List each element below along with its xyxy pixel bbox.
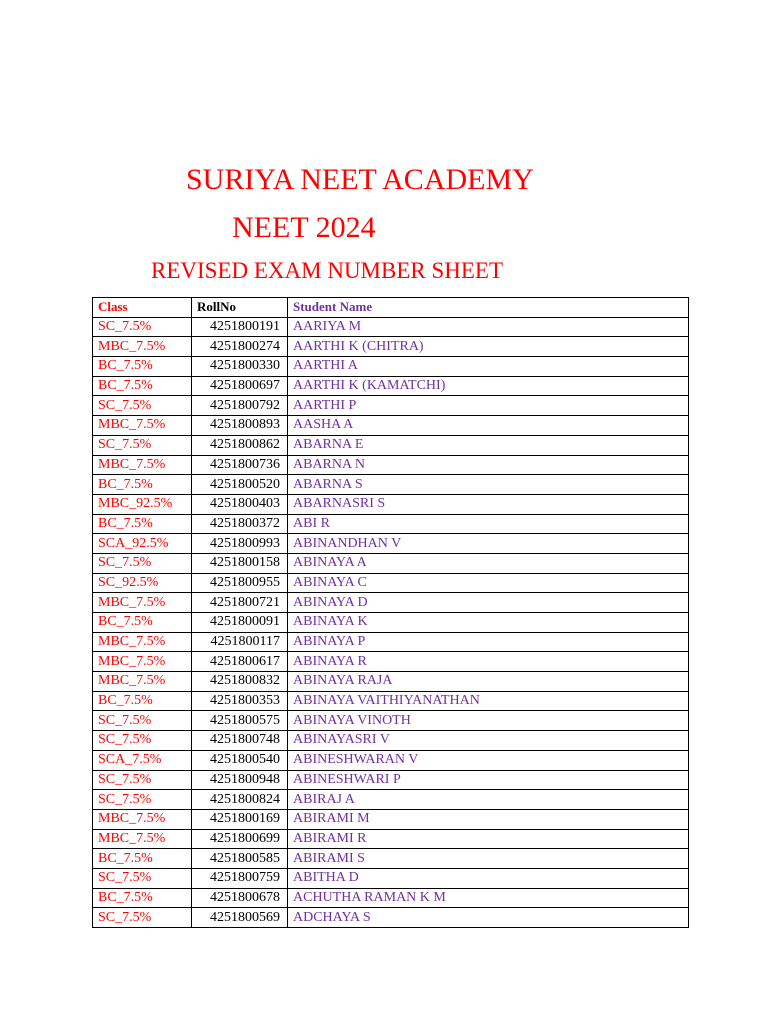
student-name-cell: AARTHI A [288, 357, 689, 377]
table-row [93, 357, 689, 377]
class-cell: BC_7.5% [93, 376, 192, 396]
table-row [93, 908, 689, 928]
class-cell: BC_7.5% [93, 514, 192, 534]
student-name-cell: ABIRAMI R [288, 829, 689, 849]
table-row [93, 691, 689, 711]
table-row [93, 711, 689, 731]
class-cell: MBC_7.5% [93, 632, 192, 652]
table-row [93, 534, 689, 554]
class-cell: MBC_7.5% [93, 829, 192, 849]
student-name-cell: ADCHAYA S [288, 908, 689, 928]
class-cell: MBC_92.5% [93, 494, 192, 514]
rollno-cell: 4251800699 [192, 829, 288, 849]
student-name-cell: AARTHI P [288, 396, 689, 416]
table-row [93, 376, 689, 396]
rollno-cell: 4251800824 [192, 790, 288, 810]
class-cell: SC_7.5% [93, 868, 192, 888]
rollno-cell: 4251800403 [192, 494, 288, 514]
student-name-cell: ABARNASRI S [288, 494, 689, 514]
rollno-cell: 4251800569 [192, 908, 288, 928]
class-cell: SC_7.5% [93, 790, 192, 810]
class-cell: BC_7.5% [93, 475, 192, 495]
rollno-cell: 4251800748 [192, 731, 288, 751]
rollno-cell: 4251800893 [192, 416, 288, 436]
class-cell: MBC_7.5% [93, 672, 192, 692]
rollno-cell: 4251800862 [192, 435, 288, 455]
student-name-cell: ABIRAMI S [288, 849, 689, 869]
rollno-cell: 4251800721 [192, 593, 288, 613]
rollno-cell: 4251800736 [192, 455, 288, 475]
rollno-cell: 4251800353 [192, 691, 288, 711]
table-row [93, 672, 689, 692]
student-name-cell: AARIYA M [288, 317, 689, 337]
table-row [93, 337, 689, 357]
table-row [93, 514, 689, 534]
rollno-cell: 4251800993 [192, 534, 288, 554]
class-cell: SC_7.5% [93, 908, 192, 928]
rollno-cell: 4251800585 [192, 849, 288, 869]
rollno-cell: 4251800617 [192, 652, 288, 672]
student-name-cell: ABINAYA C [288, 573, 689, 593]
column-header-class: Class [93, 298, 192, 318]
student-name-cell: ABINESHWARI P [288, 770, 689, 790]
class-cell: SC_7.5% [93, 435, 192, 455]
student-name-cell: ABINESHWARAN V [288, 750, 689, 770]
student-name-cell: AASHA A [288, 416, 689, 436]
student-name-cell: ABINAYA D [288, 593, 689, 613]
student-name-cell: ABINAYA RAJA [288, 672, 689, 692]
student-name-cell: ABINAYASRI V [288, 731, 689, 751]
class-cell: BC_7.5% [93, 888, 192, 908]
table-row [93, 396, 689, 416]
student-name-cell: ABINAYA P [288, 632, 689, 652]
table-row [93, 494, 689, 514]
table-row [93, 553, 689, 573]
class-cell: SC_7.5% [93, 711, 192, 731]
rollno-cell: 4251800575 [192, 711, 288, 731]
student-name-cell: ABI R [288, 514, 689, 534]
class-cell: MBC_7.5% [93, 652, 192, 672]
table-row [93, 416, 689, 436]
student-name-cell: ABINAYA A [288, 553, 689, 573]
table-row [93, 829, 689, 849]
class-cell: MBC_7.5% [93, 593, 192, 613]
table-row [93, 435, 689, 455]
class-cell: MBC_7.5% [93, 416, 192, 436]
table-row [93, 868, 689, 888]
student-name-cell: ABARNA N [288, 455, 689, 475]
exam-number-table [92, 297, 689, 928]
rollno-cell: 4251800955 [192, 573, 288, 593]
student-name-cell: ABINANDHAN V [288, 534, 689, 554]
rollno-cell: 4251800678 [192, 888, 288, 908]
class-cell: SC_7.5% [93, 317, 192, 337]
student-name-cell: ABIRAJ A [288, 790, 689, 810]
exam-title: NEET 2024 [232, 211, 376, 244]
table-row [93, 770, 689, 790]
class-cell: BC_7.5% [93, 691, 192, 711]
rollno-cell: 4251800372 [192, 514, 288, 534]
student-name-cell: ABIRAMI M [288, 809, 689, 829]
table-row [93, 849, 689, 869]
table-row [93, 888, 689, 908]
class-cell: SC_7.5% [93, 396, 192, 416]
student-name-cell: ABARNA E [288, 435, 689, 455]
rollno-cell: 4251800158 [192, 553, 288, 573]
class-cell: SC_7.5% [93, 553, 192, 573]
class-cell: SC_7.5% [93, 770, 192, 790]
rollno-cell: 4251800520 [192, 475, 288, 495]
table-row [93, 731, 689, 751]
table-row [93, 475, 689, 495]
rollno-cell: 4251800948 [192, 770, 288, 790]
rollno-cell: 4251800540 [192, 750, 288, 770]
student-name-cell: AARTHI K (KAMATCHI) [288, 376, 689, 396]
student-name-cell: ABINAYA VINOTH [288, 711, 689, 731]
table-body [93, 317, 689, 927]
class-cell: SCA_92.5% [93, 534, 192, 554]
rollno-cell: 4251800759 [192, 868, 288, 888]
table-row [93, 809, 689, 829]
class-cell: SC_92.5% [93, 573, 192, 593]
rollno-cell: 4251800274 [192, 337, 288, 357]
table-row [93, 573, 689, 593]
rollno-cell: 4251800117 [192, 632, 288, 652]
column-header-student-name: Student Name [288, 298, 689, 318]
table-row [93, 613, 689, 633]
rollno-cell: 4251800091 [192, 613, 288, 633]
rollno-cell: 4251800191 [192, 317, 288, 337]
table-row [93, 652, 689, 672]
class-cell: BC_7.5% [93, 849, 192, 869]
class-cell: BC_7.5% [93, 357, 192, 377]
class-cell: SC_7.5% [93, 731, 192, 751]
rollno-cell: 4251800169 [192, 809, 288, 829]
table-row [93, 750, 689, 770]
rollno-cell: 4251800697 [192, 376, 288, 396]
student-name-cell: ABARNA S [288, 475, 689, 495]
rollno-cell: 4251800832 [192, 672, 288, 692]
sheet-title: REVISED EXAM NUMBER SHEET [151, 258, 504, 283]
table-row [93, 317, 689, 337]
class-cell: MBC_7.5% [93, 337, 192, 357]
table-row [93, 632, 689, 652]
student-name-cell: ACHUTHA RAMAN K M [288, 888, 689, 908]
class-cell: BC_7.5% [93, 613, 192, 633]
student-name-cell: ABINAYA VAITHIYANATHAN [288, 691, 689, 711]
table-row [93, 790, 689, 810]
column-header-rollno: RollNo [192, 298, 288, 318]
student-name-cell: AARTHI K (CHITRA) [288, 337, 689, 357]
rollno-cell: 4251800792 [192, 396, 288, 416]
class-cell: MBC_7.5% [93, 455, 192, 475]
table-header-row [93, 298, 689, 318]
table-row [93, 593, 689, 613]
class-cell: MBC_7.5% [93, 809, 192, 829]
student-name-cell: ABINAYA R [288, 652, 689, 672]
student-name-cell: ABITHA D [288, 868, 689, 888]
table-row [93, 455, 689, 475]
academy-title: SURIYA NEET ACADEMY [186, 163, 534, 196]
class-cell: SCA_7.5% [93, 750, 192, 770]
student-name-cell: ABINAYA K [288, 613, 689, 633]
rollno-cell: 4251800330 [192, 357, 288, 377]
